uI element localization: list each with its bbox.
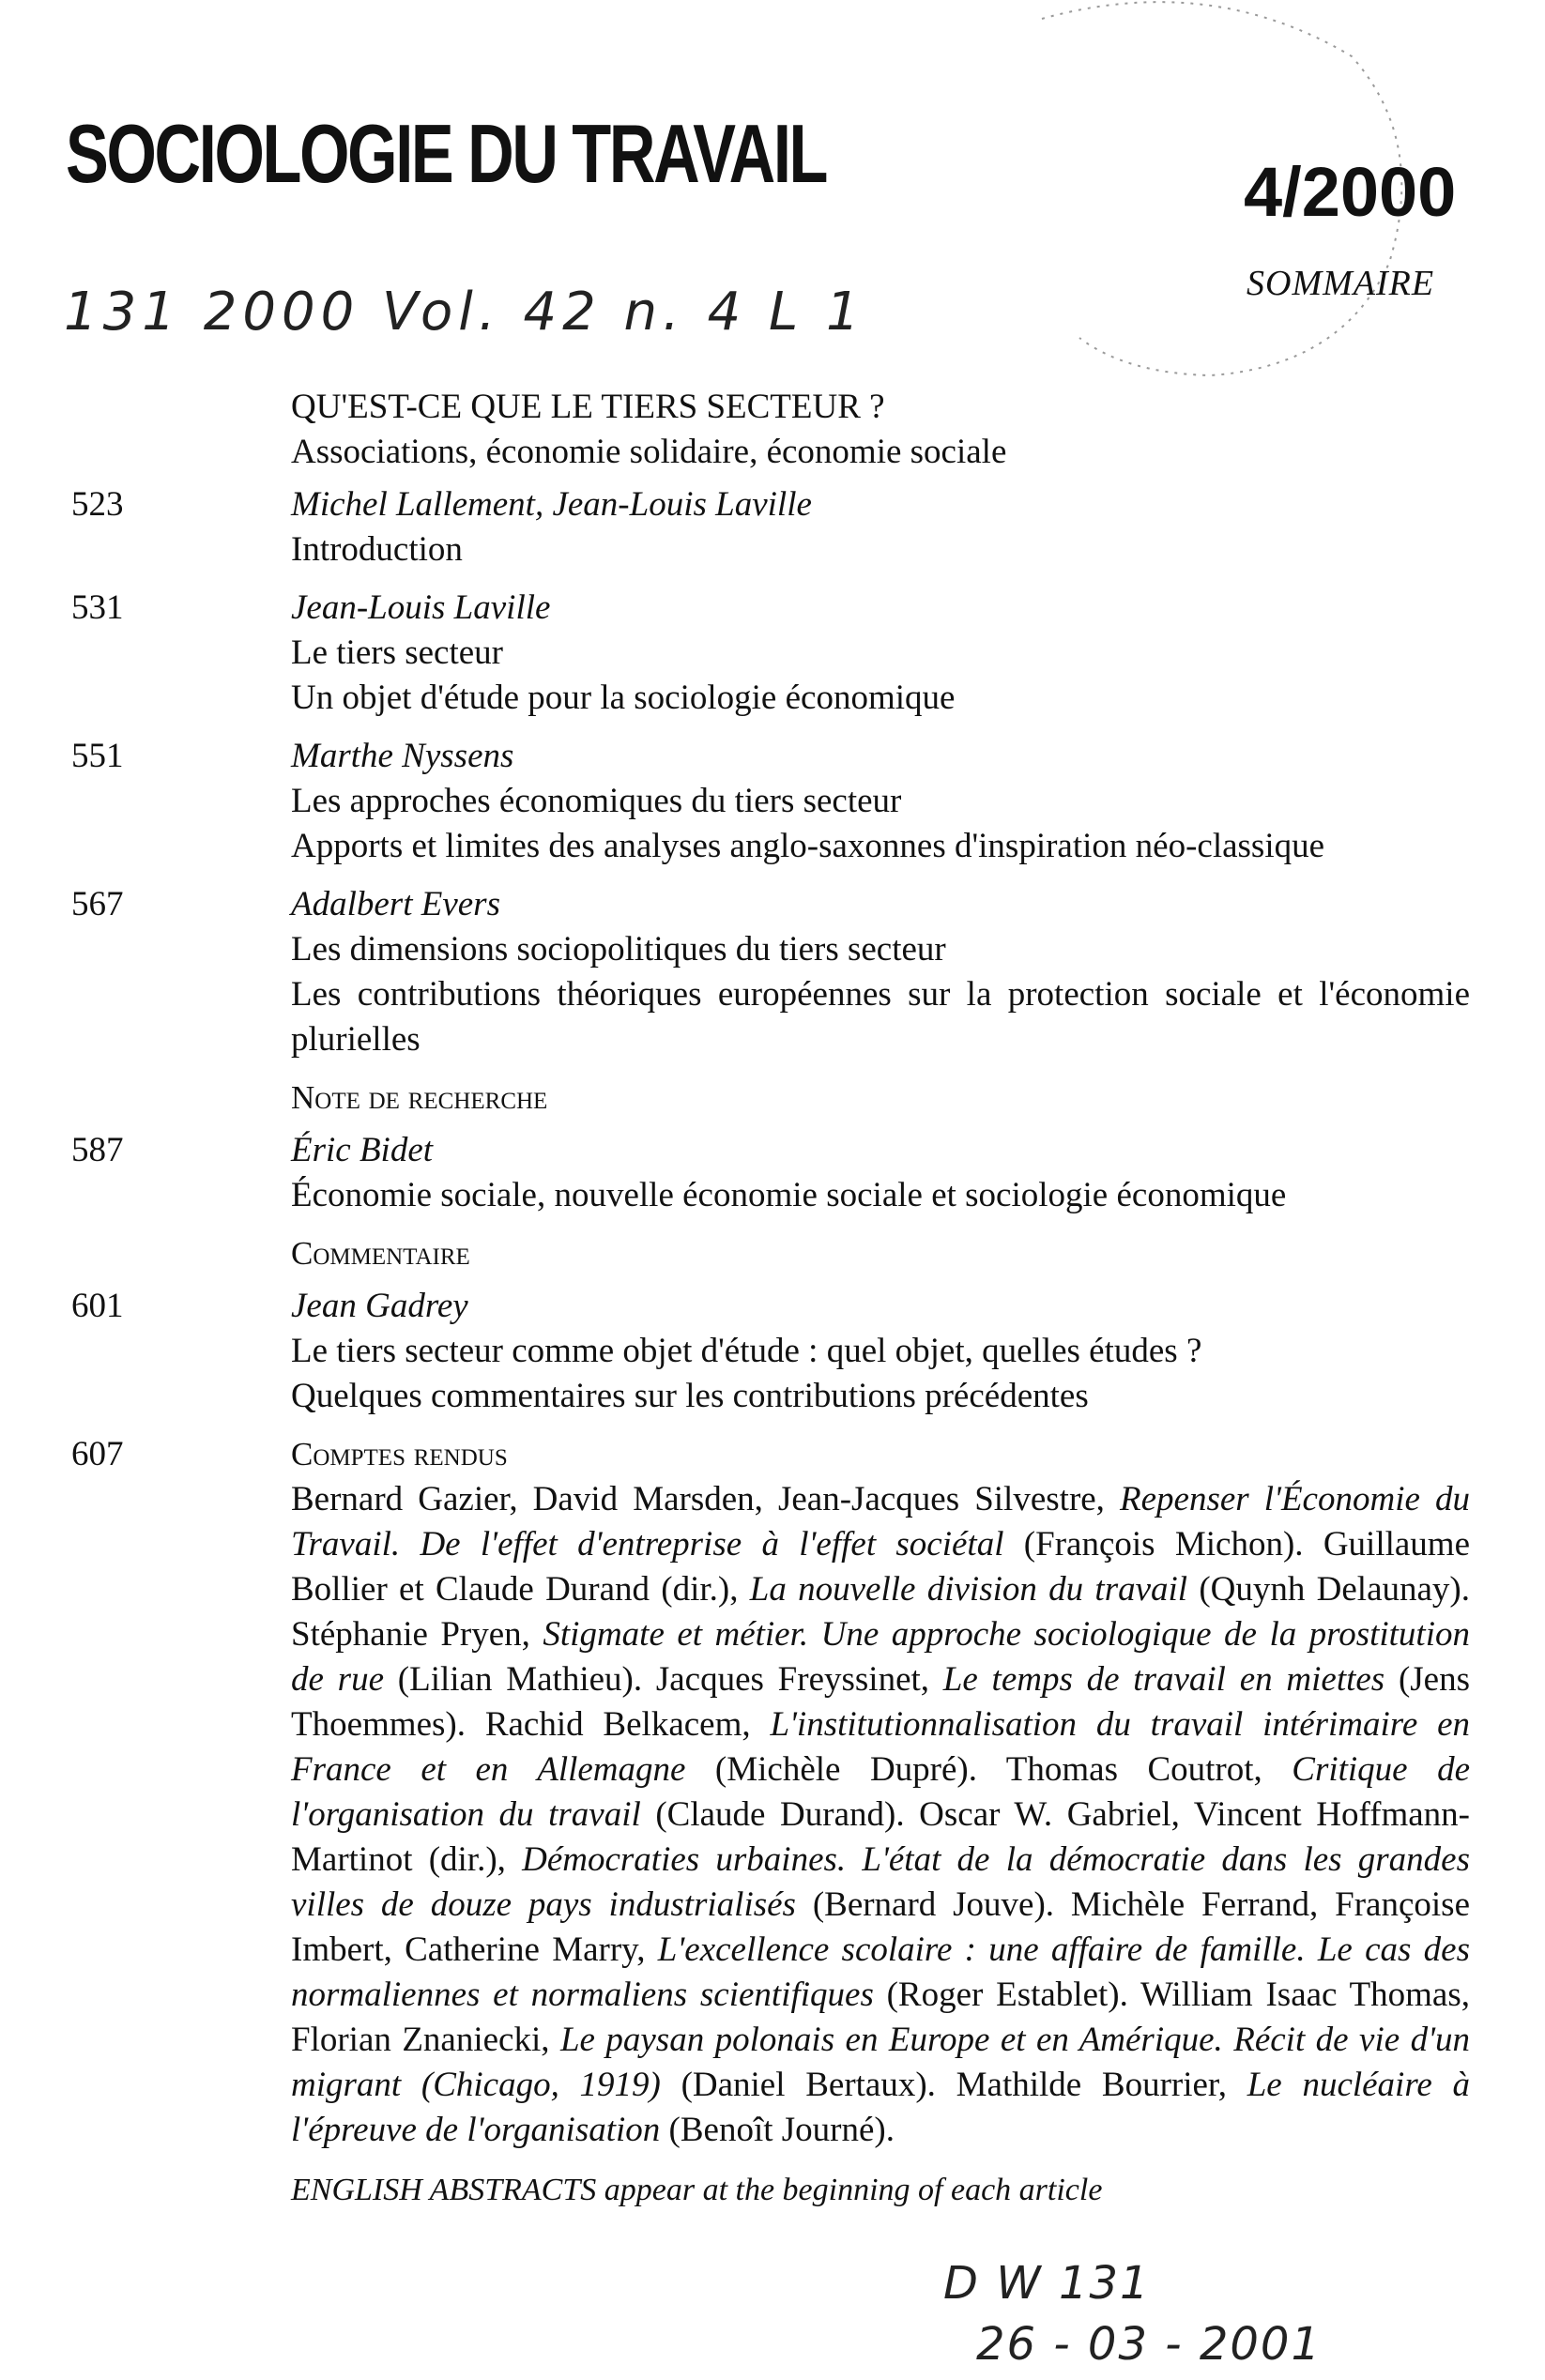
article-title: Le tiers secteur comme objet d'étude : quel objet, quelles études ? [291, 1332, 1202, 1370]
review-reviewer: (Quynh Delaunay). [1187, 1570, 1470, 1609]
article-title: Les approches économiques du tiers secteur [291, 782, 902, 820]
page-number: 587 [71, 1131, 124, 1169]
article-authors: Jean-Louis Laville [291, 588, 551, 627]
review-book-title: Repenser l'Économie du Travail. De l'effet d'entreprise à l'effet sociétal [291, 1480, 1470, 1564]
review-authors: Mathilde Bourrier, [956, 2066, 1247, 2104]
toc-entry [71, 1128, 1470, 1218]
section-title: QU'EST-CE QUE LE TIERS SECTEUR ? [291, 388, 885, 426]
page-number: 531 [71, 588, 124, 627]
review-authors: Rachid Belkacem, [484, 1705, 771, 1744]
reviews-paragraph [291, 1477, 1470, 2153]
section-heading: Commentaire [291, 1235, 470, 1272]
article-subtitle: Quelques commentaires sur les contributions précédentes [291, 1377, 1089, 1415]
review-book-title: L'institutionnalisation du travail intérimaire en France et en Allemagne [291, 1705, 1471, 1789]
table-of-contents [71, 385, 1470, 2213]
toc-entry-reviews [71, 1432, 1470, 2213]
review-book-title: Démocraties urbaines. L'état de la démocratie dans les grandes villes de douze pays industrialisés [291, 1840, 1471, 1924]
review-authors: Michèle Ferrand, Françoise Imbert, Catherine Marry, [291, 1885, 1470, 1969]
review-book-title: Le nucléaire à l'épreuve de l'organisation [291, 2066, 1470, 2149]
article-authors: Michel Lallement, Jean-Louis Laville [291, 485, 812, 524]
article-subtitle: Apports et limites des analyses anglo-saxonnes d'inspiration néo-classique [291, 827, 1325, 865]
review-authors: Jacques Freyssinet, [655, 1660, 943, 1699]
review-reviewer: (Michèle Dupré). [685, 1750, 1006, 1789]
review-reviewer: (François Michon). [1003, 1525, 1323, 1564]
section-subtitle: Associations, économie solidaire, économie sociale [291, 433, 1007, 471]
article-title: Introduction [291, 530, 463, 569]
review-book-title: La nouvelle division du travail [749, 1570, 1188, 1609]
article-title: Les dimensions sociopolitiques du tiers secteur [291, 930, 946, 969]
review-authors: Thomas Coutrot, [1005, 1750, 1293, 1789]
review-reviewer: (Benoît Journé). [660, 2111, 895, 2149]
toc-entry [71, 882, 1470, 1062]
section-heading: Comptes rendus [291, 1436, 508, 1472]
review-reviewer: (Daniel Bertaux). [660, 2066, 956, 2104]
article-authors: Éric Bidet [291, 1131, 434, 1169]
review-authors: Oscar W. Gabriel, Vincent Hoffmann-Martinot (dir.), [291, 1795, 1470, 1879]
toc-entry [71, 1284, 1470, 1419]
review-authors: Guillaume Bollier et Claude Durand (dir.), [291, 1525, 1470, 1609]
review-book-title: Critique de l'organisation du travail [291, 1750, 1471, 1834]
handwritten-catalog-note: 131 2000 Vol. 42 n. 4 L 1 [64, 282, 865, 343]
handwritten-receipt-note: D W 131 [943, 2257, 1151, 2310]
article-title: Économie sociale, nouvelle économie sociale et sociologie économique [291, 1176, 1287, 1214]
article-subtitle: Les contributions théoriques européennes sur la protection sociale et l'économie plurielles [291, 975, 1470, 1059]
review-reviewer: (Jens Thoemmes). [291, 1660, 1471, 1744]
review-book-title: Stigmate et métier. Une approche sociologique de la prostitution de rue [291, 1615, 1470, 1699]
review-authors: Bernard Gazier, David Marsden, Jean-Jacques Silvestre, [291, 1480, 1121, 1518]
intro-section [71, 385, 1470, 475]
review-authors: Stéphanie Pryen, [291, 1615, 543, 1654]
section-heading: Note de recherche [291, 1079, 548, 1116]
page-number: 523 [71, 485, 124, 524]
section-heading-row [71, 1231, 1470, 1276]
article-authors: Jean Gadrey [291, 1287, 468, 1325]
review-book-title: L'excellence scolaire : une affaire de famille. Le cas des normaliennes et normaliens scientifiques [291, 1930, 1470, 2014]
page-number: 601 [71, 1287, 124, 1325]
journal-title: SOCIOLOGIE DU TRAVAIL [66, 107, 827, 200]
review-book-title: Le temps de travail en miettes [942, 1660, 1385, 1699]
english-abstracts-note: ENGLISH ABSTRACTS appear at the beginning of each article [291, 2173, 1103, 2207]
issue-number: 4/2000 [1244, 153, 1457, 231]
article-subtitle: Un objet d'étude pour la sociologie économique [291, 679, 956, 717]
toc-entry [71, 482, 1470, 572]
review-reviewer: (Bernard Jouve). [795, 1885, 1071, 1924]
section-heading-row [71, 1076, 1470, 1121]
article-authors: Adalbert Evers [291, 885, 500, 923]
sommaire-label: SOMMAIRE [1247, 264, 1435, 303]
handwritten-receipt-date: 26 - 03 - 2001 [976, 2318, 1322, 2371]
article-title: Le tiers secteur [291, 633, 503, 672]
review-reviewer: (Lilian Mathieu). [384, 1660, 656, 1699]
toc-entry [71, 734, 1470, 869]
page-number: 551 [71, 737, 124, 775]
article-authors: Marthe Nyssens [291, 737, 514, 775]
review-authors: William Isaac Thomas, Florian Znaniecki, [291, 1976, 1470, 2059]
review-book-title: Le paysan polonais en Europe et en Amérique. Récit de vie d'un migrant (Chicago, 1919) [291, 2021, 1470, 2104]
review-reviewer: (Roger Establet). [873, 1976, 1140, 2014]
page-number: 567 [71, 885, 124, 923]
review-reviewer: (Claude Durand). [640, 1795, 920, 1834]
page-number: 607 [71, 1435, 124, 1473]
toc-entry [71, 586, 1470, 721]
